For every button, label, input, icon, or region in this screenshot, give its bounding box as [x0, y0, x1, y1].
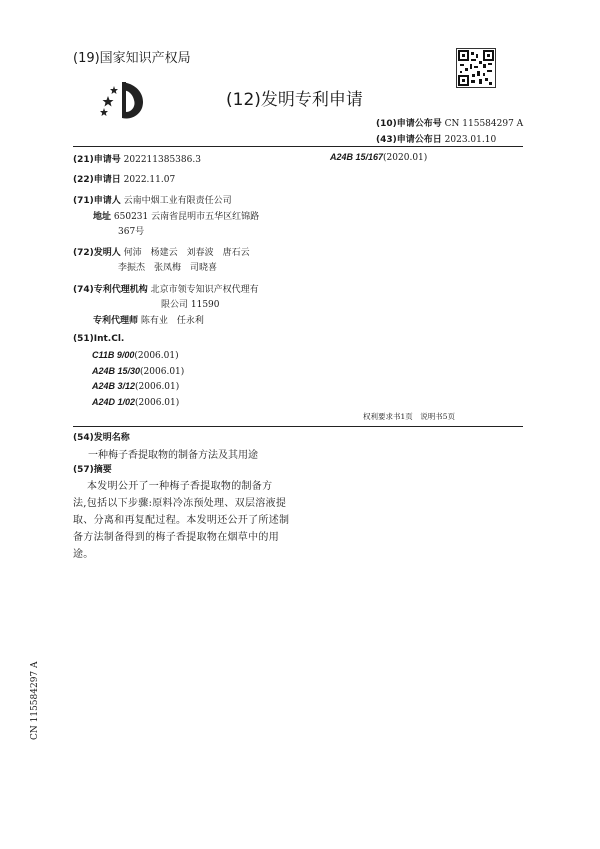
document-type: (12)发明专利申请: [226, 90, 363, 110]
application-date: 2022.11.07: [123, 175, 176, 185]
agency-label: (74)专利代理机构: [73, 285, 148, 295]
applicant-label: (71)申请人: [73, 196, 121, 206]
int-cl-version: (2006.01): [135, 398, 180, 408]
int-cl-item: [92, 397, 179, 408]
inventors-line-1: 何沛 杨建云 刘春波 唐石云: [123, 248, 250, 258]
agent-label: 专利代理师: [93, 316, 139, 326]
int-cl-version: (2006.01): [134, 351, 179, 361]
main-classification: [330, 152, 427, 163]
int-cl-item: [92, 381, 179, 392]
int-cl-version: (2006.01): [135, 382, 180, 392]
application-number-row: [73, 152, 201, 165]
agency-row: [73, 282, 259, 295]
publication-number: CN 115584297 A: [444, 119, 524, 129]
side-publication-code: CN 115584297 A: [30, 661, 40, 740]
top-divider: [73, 146, 523, 147]
address-row: [93, 209, 259, 222]
pages-note: 权利要求书1页 说明书5页: [363, 412, 456, 421]
office-logo-icon: [98, 78, 154, 122]
abstract-line: 本发明公开了一种梅子香提取物的制备方: [87, 481, 273, 492]
publication-date-row: [376, 132, 496, 145]
agency-line-1: 北京市领专知识产权代理有: [150, 285, 259, 295]
publication-date: 2023.01.10: [444, 135, 497, 145]
office-name: (19)国家知识产权局: [73, 51, 191, 66]
agency-line-2: 限公司 11590: [161, 300, 220, 310]
abstract-body: [73, 478, 313, 563]
inventors-row: [73, 245, 250, 258]
address-line-1: 650231 云南省昆明市五华区红锦路: [113, 212, 260, 222]
abstract-line: 途。: [73, 549, 94, 560]
application-number-label: (21)申请号: [73, 155, 121, 165]
address-line-2: 367号: [118, 227, 145, 237]
qr-code-icon: [456, 48, 496, 88]
address-label: 地址: [93, 212, 112, 222]
publication-number-label: (10)申请公布号: [376, 119, 442, 129]
abstract-line: 取、分离和再复配过程。本发明还公开了所述制: [73, 515, 290, 526]
abstract-line: 法,包括以下步骤:原料冷冻预处理、双层溶液提: [73, 498, 287, 509]
abstract-label: (57)摘要: [73, 465, 112, 475]
application-date-row: [73, 172, 175, 185]
int-cl-code: A24D 1/02: [92, 397, 136, 407]
publication-date-label: (43)申请公布日: [376, 135, 442, 145]
int-cl-item: [92, 350, 179, 361]
agent-row: [93, 313, 204, 326]
application-date-label: (22)申请日: [73, 175, 121, 185]
inventors-label: (72)发明人: [73, 248, 121, 258]
int-cl-version: (2006.01): [140, 367, 185, 377]
inventors-line-2: 李振杰 张凤梅 司晓喜: [118, 263, 218, 273]
applicant: 云南中烟工业有限责任公司: [123, 196, 232, 206]
applicant-row: [73, 193, 232, 206]
main-classification-code: A24B 15/167: [330, 152, 384, 162]
int-cl-label: (51)Int.Cl.: [73, 334, 125, 344]
invention-title-label: (54)发明名称: [73, 433, 130, 443]
int-cl-code: A24B 3/12: [92, 381, 136, 391]
publication-number-row: [376, 116, 523, 129]
int-cl-item: [92, 366, 184, 377]
agent: 陈有业 任永利: [140, 316, 204, 326]
int-cl-code: C11B 9/00: [92, 350, 135, 360]
main-classification-version: (2020.01): [383, 153, 428, 163]
abstract-line: 备方法制备得到的梅子香提取物在烟草中的用: [73, 532, 279, 543]
application-number: 202211385386.3: [123, 155, 201, 165]
middle-divider: [73, 426, 523, 427]
int-cl-code: A24B 15/30: [92, 366, 141, 376]
invention-title: 一种梅子香提取物的制备方法及其用途: [88, 450, 258, 461]
